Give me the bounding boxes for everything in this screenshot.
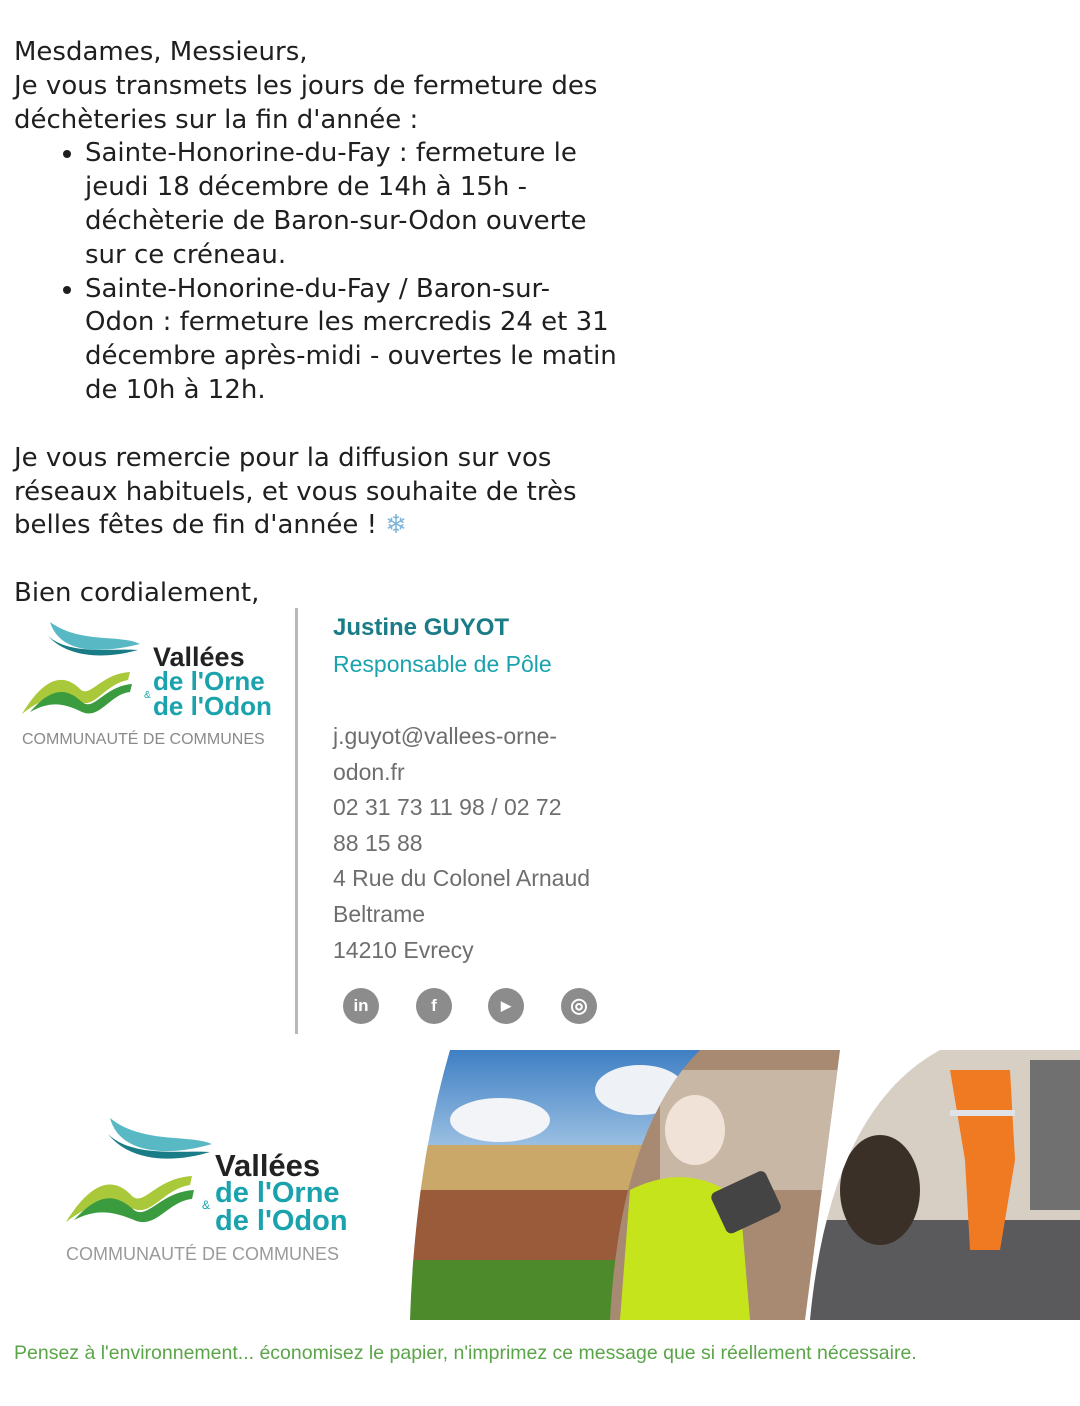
logo-name-line-3: de l'Odon — [153, 691, 272, 721]
banner-logo-line-2: de l'Orne — [215, 1177, 340, 1209]
signature-divider — [295, 608, 298, 1034]
closing: Bien cordialement, — [14, 578, 260, 609]
linkedin-icon[interactable]: in — [343, 988, 379, 1024]
snowflake-icon: ❄ — [385, 510, 408, 541]
banner-logo-line-3: de l'Odon — [215, 1205, 348, 1237]
intro-line-2: déchèteries sur la fin d'année : — [14, 104, 419, 135]
thanks-line-3: belles fêtes de fin d'année ! ❄ — [14, 510, 408, 541]
road-worker-photo — [800, 1050, 1080, 1320]
closure-list — [14, 137, 634, 407]
list-item: • Sainte-Honorine-du-Fay / Baron-sur- Odon : fermeture les mercredis 24 et 31 décembre après-midi - ouvertes le matin de 10h à 12h. — [85, 273, 634, 408]
email-body — [14, 0, 634, 611]
thanks-line-1: Je vous remercie pour la diffusion sur vos — [14, 442, 552, 473]
logo-name-line-2: de l'Orne — [153, 666, 265, 696]
signature — [0, 608, 700, 1038]
logo-subtitle: COMMUNAUTÉ DE COMMUNES — [22, 731, 265, 748]
list-item: • Sainte-Honorine-du-Fay : fermeture le jeudi 18 décembre de 14h à 15h - déchèterie de Baron-sur-Odon ouverte sur ce créneau. — [85, 137, 634, 272]
sender-name: Justine GUYOT — [333, 614, 510, 641]
address: 4 Rue du Colonel Arnaud Beltrame 14210 Evrecy — [333, 865, 591, 963]
thanks-line-2: réseaux habituels, et vous souhaite de très — [14, 476, 577, 507]
youtube-icon[interactable]: ▶ — [488, 988, 524, 1024]
contact-block — [333, 612, 633, 968]
instagram-icon[interactable]: ◎ — [561, 988, 597, 1024]
banner-logo — [62, 1112, 372, 1262]
sender-role: Responsable de Pôle — [333, 651, 552, 677]
banner-logo-line-1: Vallées — [215, 1148, 321, 1183]
environment-disclaimer: Pensez à l'environnement... économisez le papier, n'imprimez ce message que si réellement nécessaire. — [14, 1342, 917, 1364]
signature-banner — [0, 1050, 1080, 1320]
email-link[interactable]: j.guyot@vallees-orne- odon.fr — [333, 723, 558, 785]
greeting: Mesdames, Messieurs, — [14, 37, 308, 67]
social-links — [340, 988, 620, 1028]
facebook-icon[interactable]: f — [416, 988, 452, 1024]
organization-logo — [20, 614, 288, 754]
phone-link[interactable]: 02 31 73 11 98 / 02 72 88 15 88 — [333, 794, 562, 856]
logo-ampersand: & — [144, 690, 151, 701]
logo-name-line-1: Vallées — [153, 642, 245, 672]
svg-text:&: & — [202, 1198, 211, 1212]
banner-logo-subtitle: COMMUNAUTÉ DE COMMUNES — [66, 1244, 339, 1262]
intro-line-1: Je vous transmets les jours de fermeture des — [14, 70, 598, 101]
